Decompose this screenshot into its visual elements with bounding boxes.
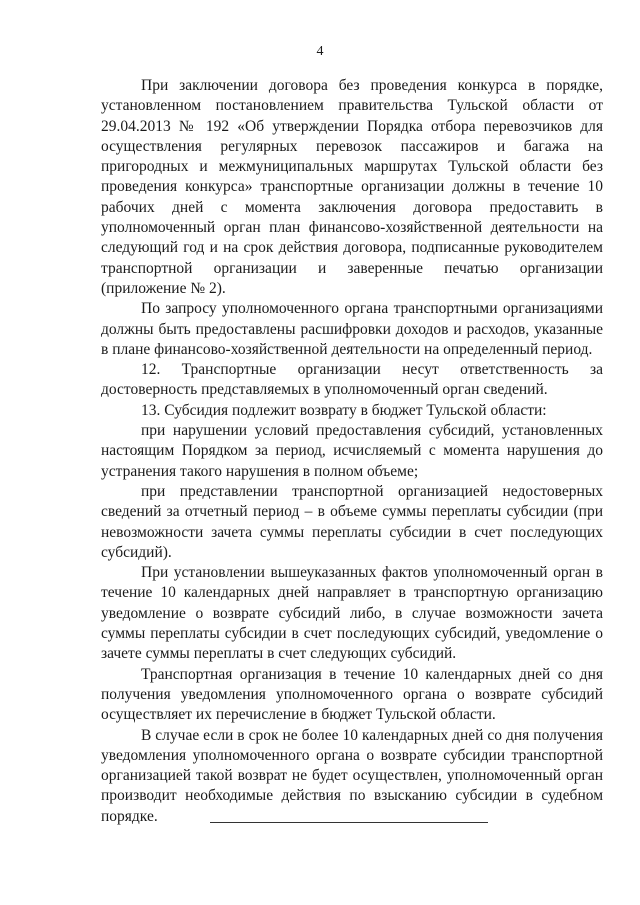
- paragraph-notification: При установлении вышеуказанных фактов уполномоченный орган в течение 10 календарных дней направляет в транспортную организацию уведомление о возврате субсидий либо, в случае возможности зачета суммы переплаты субсидии в счет последующих субсидий, уведомление о зачете суммы переплаты в счет следующих субсидий.: [101, 564, 603, 663]
- end-separator-line: [210, 822, 488, 823]
- paragraph-contract-without-tender: При заключении договора без проведения конкурса в порядке, установленном постановлением правительства Тульской области от 29.04.2013 № 192 «Об утверждении Порядка отбора перевозчиков для осуществления регулярных перевозок пассажиров и багажа на пригородных и межмуниципальных маршрутах Тульской области без проведения конкурса» транспортные организации должны в течение 10 рабочих дней с момента заключения договора предоставить в уполномоченный орган план финансово-хозяйственной деятельности на следующий год и на срок действия договора, подписанные руководителем транспортной организации и заверенные печатью организации (приложение № 2).: [101, 77, 603, 297]
- paragraph-false-information: при представлении транспортной организацией недостоверных сведений за отчетный период – в объеме суммы переплаты субсидии (при невозможности зачета суммы переплаты субсидии в счет последующих субсидий).: [101, 482, 603, 561]
- paragraph-court-recovery: В случае если в срок не более 10 календарных дней со дня получения уведомления уполномоченного органа о возврате субсидии транспортной организацией такой возврат не будет осуществлен, уполномоченный орган производит необходимые действия по взысканию субсидии в судебном порядке.: [101, 726, 603, 825]
- paragraph-violation-conditions: при нарушении условий предоставления субсидий, установленных настоящим Порядком за период, исчисляемый с момента нарушения до устранения такого нарушения в полном объеме;: [101, 422, 603, 480]
- paragraph-expense-breakdown-request: По запросу уполномоченного органа транспортными организациями должны быть предоставлены расшифровки доходов и расходов, указанные в плане финансово-хозяйственной деятельности на определенный период.: [101, 300, 603, 358]
- paragraph-12-responsibility: 12. Транспортные организации несут ответственность за достоверность представляемых в уполномоченный орган сведений.: [101, 361, 603, 399]
- paragraph-transfer-to-budget: Транспортная организация в течение 10 календарных дней со дня получения уведомления уполномоченного органа о возврате субсидий осуществляет их перечисление в бюджет Тульской области.: [101, 665, 603, 724]
- document-body: [101, 76, 603, 827]
- paragraph-13-subsidy-return: 13. Субсидия подлежит возврату в бюджет Тульской области:: [141, 401, 547, 419]
- page-number: 4: [316, 44, 324, 59]
